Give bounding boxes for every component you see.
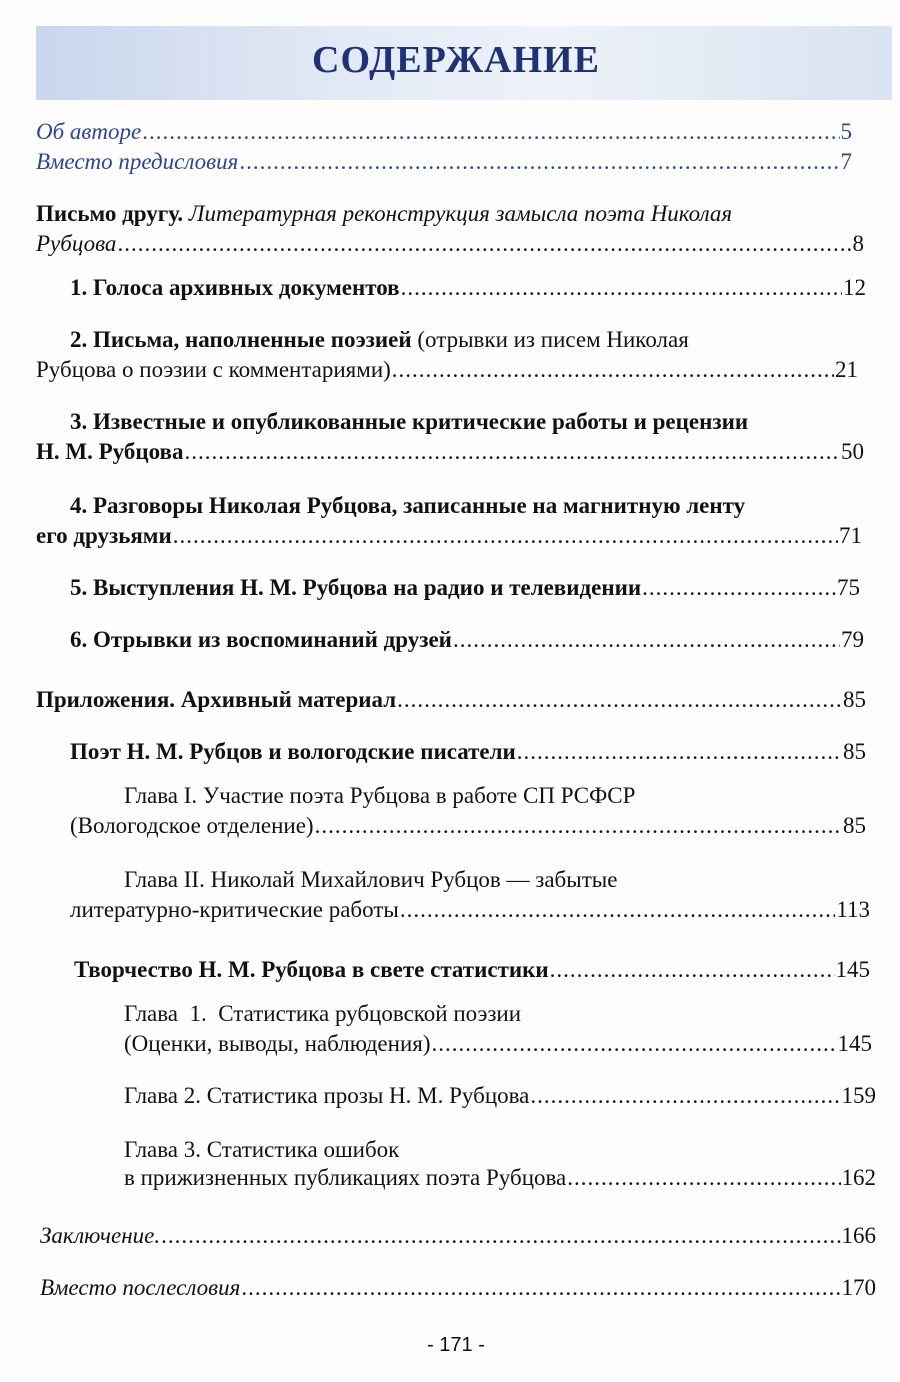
dot-leader: [392, 356, 834, 384]
dot-leader: [400, 896, 836, 924]
toc-entry-label: 5. Выступления Н. М. Рубцова на радио и телевидении: [70, 575, 642, 600]
dot-leader: [239, 148, 839, 176]
toc-page-number: 8: [852, 231, 864, 256]
toc-entry-label-bold: Письмо другу.: [36, 201, 184, 226]
toc-entry-5[interactable]: [70, 574, 860, 602]
toc-entry-about-author[interactable]: [36, 118, 852, 146]
toc-entry-label: Рубцова: [36, 231, 117, 256]
toc-entry-chapter1-line1[interactable]: Глава I. Участие поэта Рубцова в работе СП РСФСР: [124, 783, 636, 808]
dot-leader: [517, 738, 842, 766]
page-footer-number: - 171 -: [427, 1334, 485, 1356]
toc-entry-label: 6. Отрывки из воспоминаний друзей: [70, 627, 452, 652]
toc-page-number: 145: [835, 957, 870, 982]
toc-entry-chapter2-line1[interactable]: Глава II. Николай Михайлович Рубцов — забытые: [124, 867, 618, 892]
toc-entry-label: литературно-критические работы: [70, 897, 399, 922]
toc-page-number: 5: [840, 119, 852, 144]
toc-entry-label: Об авторе: [36, 119, 142, 144]
toc-page-number: 12: [843, 275, 866, 300]
toc-page-number: 162: [841, 1165, 876, 1190]
toc-entry-conclusion[interactable]: [40, 1222, 876, 1250]
toc-entry-label: 1. Голоса архивных документов: [70, 275, 400, 300]
toc-page-number: 159: [841, 1083, 876, 1108]
toc-entry-stat-chapter3-line1[interactable]: Глава 3. Статистика ошибок: [124, 1137, 400, 1162]
toc-entry-label: Поэт Н. М. Рубцов и вологодские писатели: [70, 739, 516, 764]
dot-leader: [530, 1082, 840, 1110]
toc-entry-statistics[interactable]: [74, 956, 870, 984]
dot-leader: [184, 438, 840, 466]
toc-page-number: 21: [835, 357, 858, 382]
toc-entry-label: (Оценки, выводы, наблюдения): [124, 1031, 431, 1056]
toc-entry-label: Вместо послесловия: [40, 1275, 241, 1300]
toc-entry-label-bold: 3. Известные и опубликованные критические работы и рецензии: [70, 409, 749, 434]
toc-entry-poet-writers[interactable]: [70, 738, 866, 766]
toc-entry-1[interactable]: [70, 274, 866, 302]
toc-page-number: 7: [840, 149, 852, 174]
toc-entry-foreword[interactable]: [36, 148, 852, 176]
toc-page-number: 79: [841, 627, 864, 652]
dot-leader: [142, 118, 839, 146]
toc-entry-chapter1[interactable]: [70, 812, 866, 840]
toc-entry-appendix[interactable]: [36, 686, 866, 714]
dot-leader: [432, 1030, 837, 1058]
dot-leader: [117, 230, 851, 258]
dot-leader: [567, 1164, 840, 1192]
toc-entry-stat-chapter2[interactable]: [124, 1082, 876, 1110]
toc-page-number: 170: [841, 1275, 876, 1300]
toc-entry-6[interactable]: [70, 626, 864, 654]
toc-page-number: 75: [837, 575, 860, 600]
toc-entry-2-line1[interactable]: [70, 326, 689, 354]
toc-entry-label: Глава 2. Статистика прозы Н. М. Рубцова: [124, 1083, 530, 1108]
dot-leader: [397, 686, 842, 714]
dot-leader: [315, 812, 842, 840]
toc-entry-letter-line1[interactable]: [36, 200, 732, 228]
toc-entry-4-line1[interactable]: [70, 492, 745, 520]
dot-leader: [401, 274, 842, 302]
toc-entry-afterword[interactable]: [40, 1274, 876, 1302]
toc-entry-label: Приложения. Архивный материал: [36, 687, 397, 712]
page-title: СОДЕРЖАНИЕ: [312, 39, 600, 81]
dot-leader: [161, 1222, 840, 1250]
toc-entry-label-bold: 4. Разговоры Николая Рубцова, записанные на магнитную ленту: [70, 493, 746, 518]
toc-entry-stat-chapter1[interactable]: [124, 1030, 872, 1058]
toc-entry-label: Творчество Н. М. Рубцова в свете статистики: [74, 957, 549, 982]
dot-leader: [173, 522, 838, 550]
toc-entry-3-line1[interactable]: [70, 408, 748, 436]
toc-entry-3[interactable]: [36, 438, 864, 466]
toc-page-number: 85: [843, 813, 866, 838]
toc-entry-label: Вместо предисловия: [36, 149, 239, 174]
toc-page-number: 85: [843, 739, 866, 764]
toc-entry-label: Н. М. Рубцова: [36, 439, 184, 464]
toc-entry-label-italic: Литературная реконструкция замысла поэта Николая: [188, 201, 733, 226]
toc-page-number: 50: [841, 439, 864, 464]
toc-entry-label-normal: (отрывки из писем Николая: [417, 327, 689, 352]
toc-page-number: 71: [839, 523, 862, 548]
toc-entry-letter[interactable]: [36, 230, 864, 258]
toc-entry-label: Заключение.: [40, 1223, 161, 1248]
toc-entry-label: в прижизненных публикациях поэта Рубцова: [124, 1165, 567, 1190]
toc-entry-2[interactable]: [36, 356, 858, 384]
toc-entry-label: (Вологодское отделение): [70, 813, 314, 838]
toc-page-number: 145: [837, 1031, 872, 1056]
toc-entry-chapter2[interactable]: [70, 896, 870, 924]
dot-leader: [642, 574, 836, 602]
toc-entry-label: его друзьями: [36, 523, 172, 548]
dot-leader: [241, 1274, 840, 1302]
toc-page-number: 166: [841, 1223, 876, 1248]
toc-entry-stat-chapter1-line1[interactable]: Глава 1. Статистика рубцовской поэзии: [124, 1001, 522, 1026]
toc-entry-stat-chapter3[interactable]: [124, 1164, 876, 1192]
dot-leader: [453, 626, 840, 654]
toc-entry-label-bold: 2. Письма, наполненные поэзией: [70, 327, 412, 352]
toc-entry-label: Рубцова о поэзии с комментариями): [36, 357, 391, 382]
dot-leader: [550, 956, 835, 984]
toc-page-number: 113: [836, 897, 870, 922]
toc-entry-4[interactable]: [36, 522, 862, 550]
toc-page-number: 85: [843, 687, 866, 712]
